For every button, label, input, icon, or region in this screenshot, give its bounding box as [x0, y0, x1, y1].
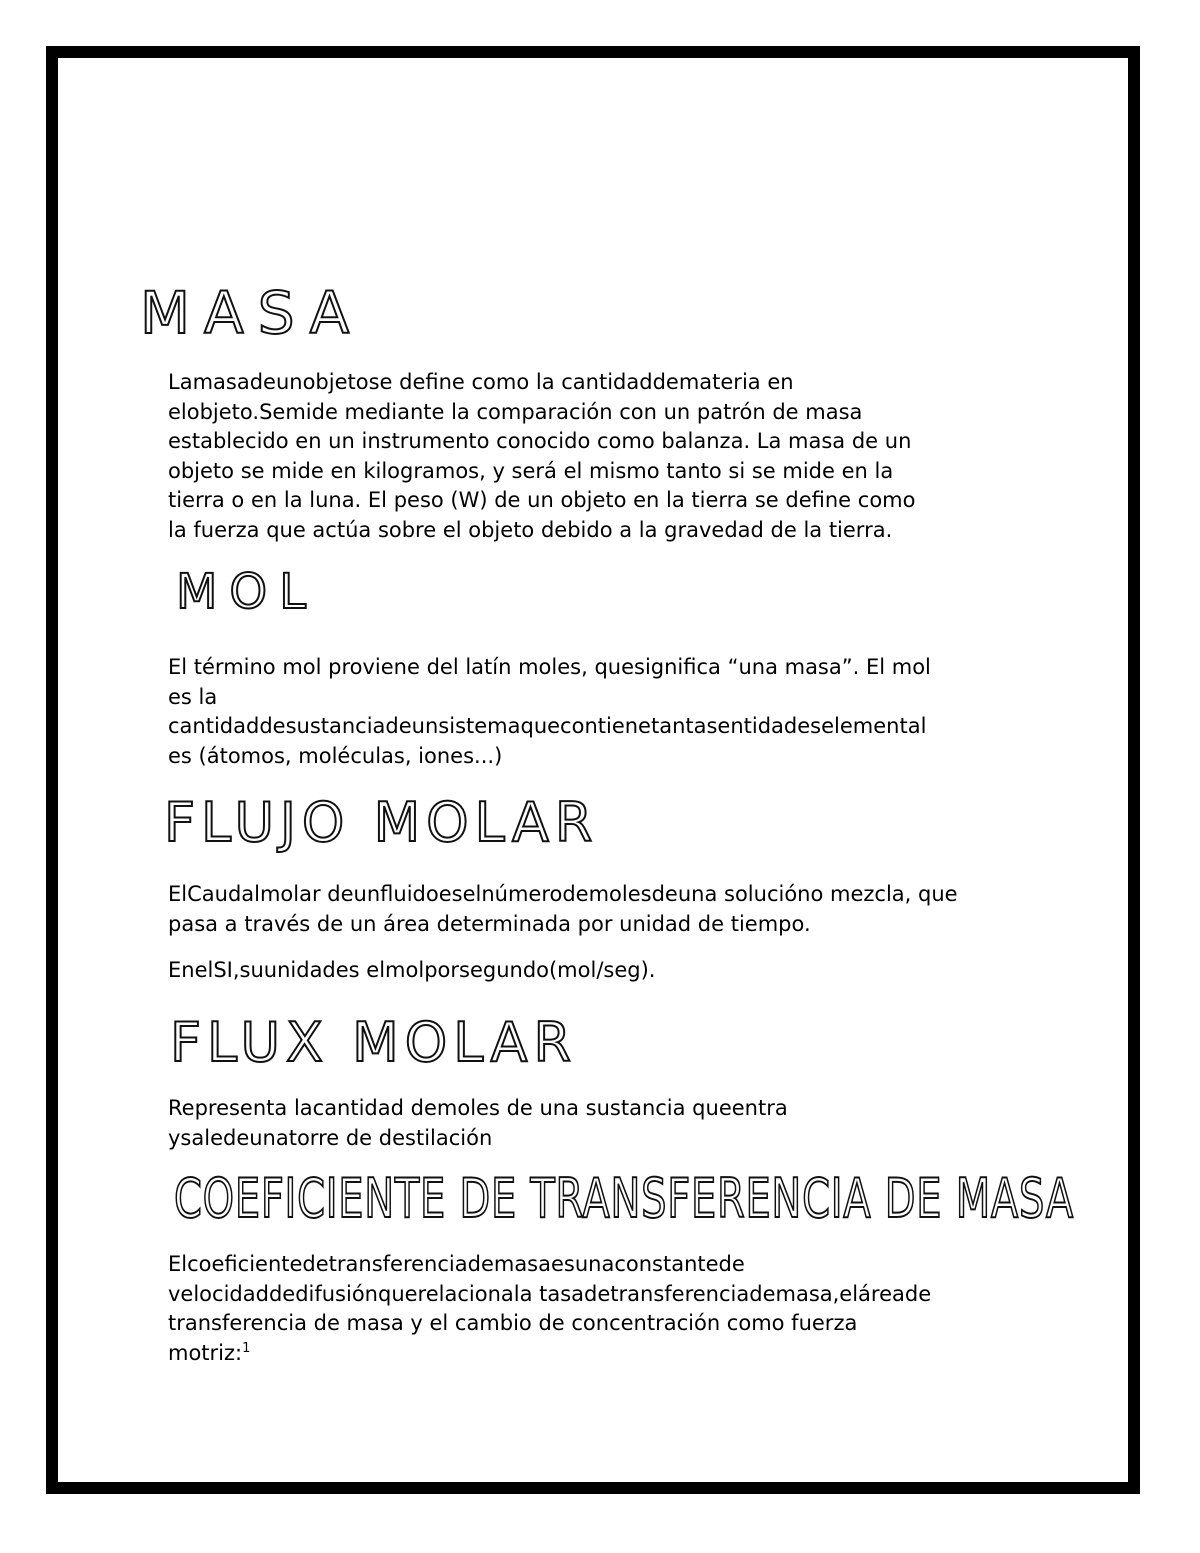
- heading-mol: MOL: [176, 564, 318, 620]
- heading-flux-molar: FLUX MOLAR: [170, 1011, 578, 1074]
- paragraph-masa: [168, 368, 915, 545]
- paragraph-coeficiente: [168, 1250, 931, 1368]
- heading-coeficiente: COEFICIENTE DE TRANSFERENCIA DE MASA: [174, 1167, 1074, 1230]
- text-line: cantidaddesustanciadeunsistemaquecontienetantasentidadeselemental: [168, 714, 927, 738]
- text-line: es la: [168, 684, 218, 709]
- paragraph-flux-molar: [168, 1094, 788, 1153]
- paragraph-flujo-molar: [168, 880, 958, 939]
- text-line: elobjeto.Semide mediante la comparación con un patrón de masa: [168, 399, 863, 424]
- text-line: establecido en un instrumento conocido como balanza. La masa de un: [168, 429, 912, 453]
- text-line: transferencia de masa y el cambio de concentración como fuerza: [168, 1311, 858, 1335]
- text-line: la fuerza que actúa sobre el objeto debido a la gravedad de la tierra.: [168, 517, 893, 542]
- text-line: Representa lacantidad demoles de una sustancia queentra: [168, 1096, 788, 1120]
- paragraph-mol: [168, 653, 931, 771]
- text-line: ysaledeunatorre de destilación: [168, 1125, 493, 1150]
- heading-flujo-molar: FLUJO MOLAR: [164, 791, 599, 854]
- text-line: tierra o en la luna. El peso (W) de un objeto en la tierra se define como: [168, 488, 916, 512]
- text-motriz: motriz:: [168, 1340, 243, 1365]
- text-line: Elcoeficientedetransferenciademasaesunaconstantede: [168, 1252, 745, 1276]
- text-line: ElCaudalmolar deunfluidoeselnúmerodemolesdeuna solucióno mezcla, que: [168, 882, 958, 906]
- paragraph-flujo-molar-units: [168, 956, 655, 986]
- heading-masa: MASA: [140, 279, 364, 347]
- text-line: EnelSI,suunidades elmolporsegundo(mol/seg).: [168, 958, 656, 982]
- text-line-last: [168, 1339, 931, 1369]
- text-line: El término mol proviene del latín moles, quesignifica “una masa”. El mol: [168, 655, 931, 679]
- text-line: Lamasadeunobjetose define como la cantidaddemateria en: [168, 370, 794, 394]
- text-line: velocidaddedifusiónquerelacionala tasadetransferenciademasa,eláreade: [168, 1281, 932, 1306]
- text-line: objeto se mide en kilogramos, y será el mismo tanto si se mide en la: [168, 458, 894, 483]
- text-line: es (átomos, moléculas, iones...): [168, 743, 503, 768]
- text-line: pasa a través de un área determinada por unidad de tiempo.: [168, 911, 811, 936]
- footnote-reference[interactable]: 1: [242, 1340, 251, 1356]
